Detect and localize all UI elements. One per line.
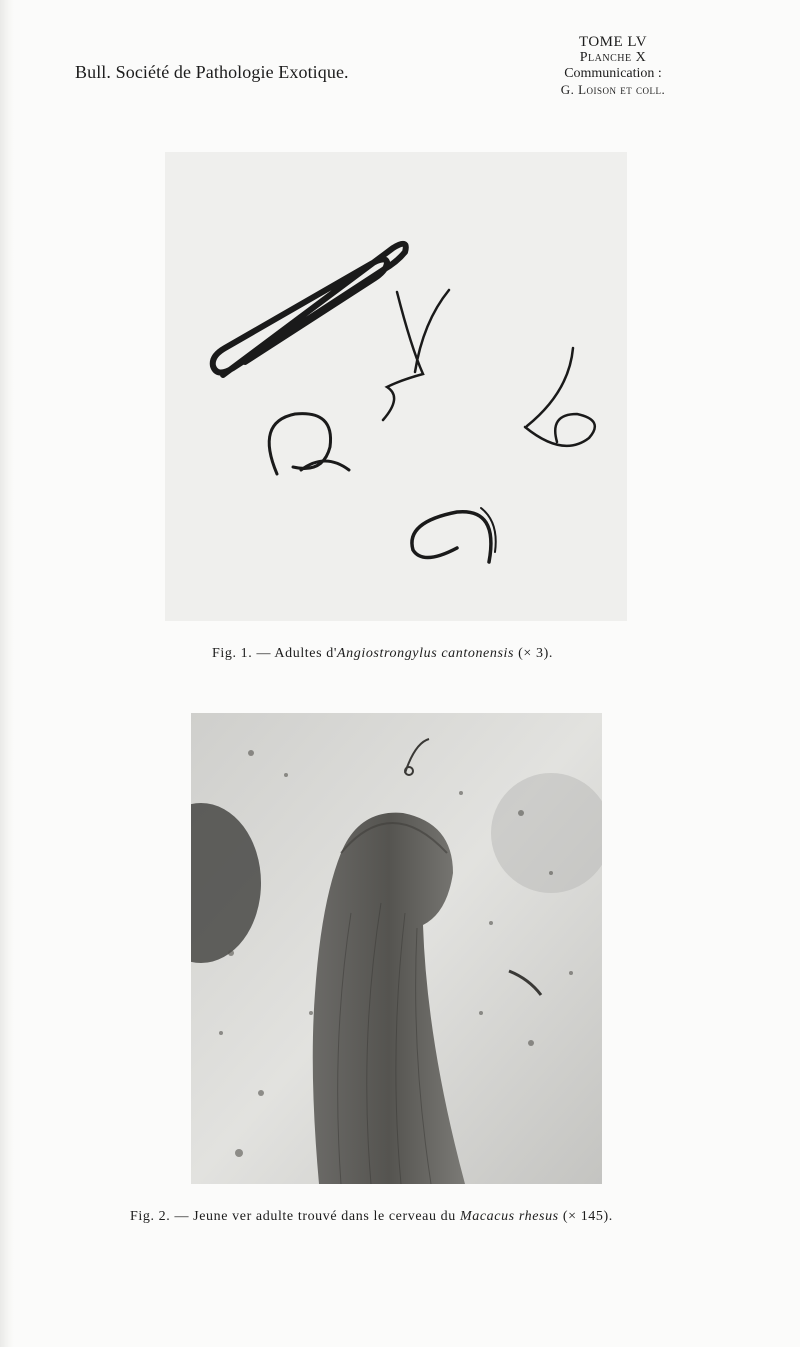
figure-2-caption xyxy=(130,1209,613,1225)
figure-1-caption-text: Fig. 1. — Adultes d' xyxy=(212,646,337,661)
tome-number: TOME LV xyxy=(578,34,648,50)
figure-2-species: Macacus rhesus xyxy=(459,1209,559,1224)
adult-worms-image xyxy=(165,152,627,621)
figure-1-species: Angiostrongylus cantonensis xyxy=(336,646,515,661)
micrograph-image xyxy=(191,713,602,1184)
figure-1-caption xyxy=(212,646,553,662)
journal-title: Bull. Société de Pathologie Exotique. xyxy=(75,62,349,82)
page-edge xyxy=(0,0,14,1347)
figure-1-photo xyxy=(165,152,627,621)
figure-2-caption-text: Fig. 2. — Jeune ver adulte trouvé dans le cerveau du xyxy=(130,1209,460,1224)
figure-2-photo xyxy=(191,713,602,1184)
plate-header xyxy=(533,34,693,98)
plate-number: Planche X xyxy=(579,50,647,65)
authors: G. Loison et coll. xyxy=(560,82,666,97)
communication-label: Communication : xyxy=(564,66,662,81)
figure-2-magnification: (× 145). xyxy=(558,1209,613,1224)
figure-1-magnification: (× 3). xyxy=(514,646,553,661)
